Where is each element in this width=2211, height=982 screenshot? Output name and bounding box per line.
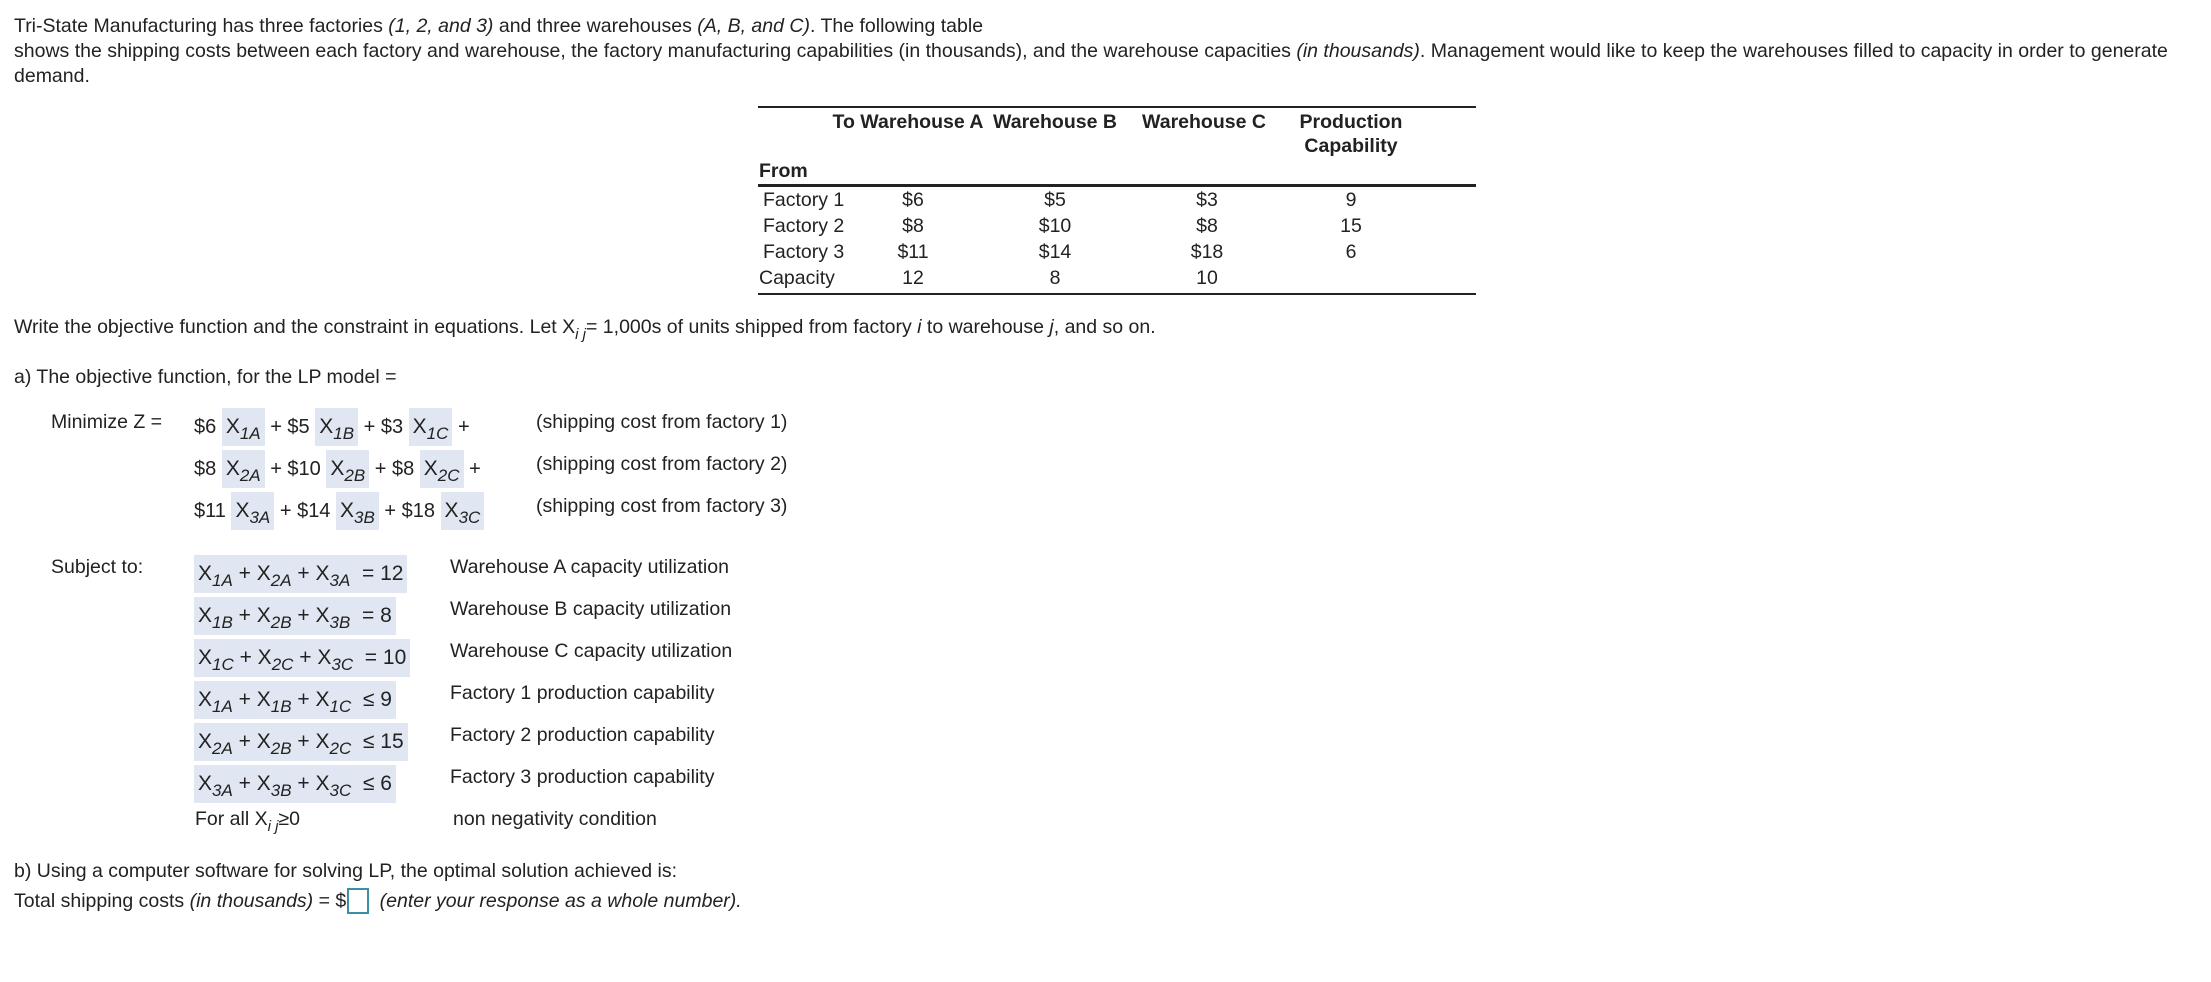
cell-f1-b: $5 (1044, 189, 1066, 211)
constraint-row-5: $X_{2A} + X_{2B} + X_{2C} \le 15$ (194, 723, 408, 761)
objective-row-1: $6 $X_{1A}$ + $5 $X_{1B}$ + $3 $X_{1C}$ + (194, 408, 470, 446)
cell-cap-c: 10 (1196, 267, 1218, 289)
table-bottom-rule (758, 293, 1476, 295)
nonnegativity-condition: For all $X_{i j}\ge 0$ (195, 808, 301, 835)
row-label-factory-1: Factory 1 (763, 189, 845, 211)
var-x1c: $X_{1C}$ (409, 408, 453, 446)
constraint-note-5: Factory 2 production capability (450, 724, 715, 746)
var-x3c: $X_{3C}$ (441, 492, 485, 530)
total-cost-input[interactable] (347, 888, 369, 914)
constraint-note-3: Warehouse C capacity utilization (450, 640, 733, 662)
objective-row-3: $11 $X_{3A}$ + $14 $X_{3B}$ + $18 $X_{3C}$ (194, 492, 484, 530)
problem-intro: Tri-State Manufacturing has three factories (1, 2, and 3) and three warehouses (A, B, and C). The following table shows the shipping costs between each factory and warehouse, the factory manufacturing capabilities (in thousands), and the warehouse capacities (in thousands). Management would like to keep the warehouses filled to capacity in order to generate demand. (14, 15, 2168, 87)
var-x2b: $X_{2B}$ (326, 450, 369, 488)
table-top-rule (758, 106, 1476, 108)
constraint-row-1: $X_{1A} + X_{2A} + X_{3A} = 12$ (194, 555, 407, 593)
header-warehouse-b: Warehouse B (993, 111, 1117, 133)
cell-f3-c: $18 (1190, 241, 1224, 263)
subject-to-label: Subject to: (51, 556, 144, 578)
constraint-row-3: $X_{1C} + X_{2C} + X_{3C} = 10$ (194, 639, 410, 677)
constraint-row-4: $X_{1A} + X_{1B} + X_{1C} \le 9$ (194, 681, 396, 719)
row-label-capacity: Capacity (759, 267, 835, 289)
var-x2a: $X_{2A}$ (222, 450, 265, 488)
var-x1a: $X_{1A}$ (222, 408, 265, 446)
header-warehouse-c: Warehouse C (1142, 111, 1266, 133)
header-warehouse-a: To Warehouse A (832, 111, 984, 133)
constraint-note-4: Factory 1 production capability (450, 682, 715, 704)
constraint-row-6: $X_{3A} + X_{3B} + X_{3C} \le 6$ (194, 765, 396, 803)
constraint-note-6: Factory 3 production capability (450, 766, 715, 788)
cell-f3-cap: 6 (1345, 241, 1357, 263)
cell-f1-cap: 9 (1345, 189, 1357, 211)
cell-f1-c: $3 (1196, 189, 1218, 211)
instruction-text: Write the objective function and the constraint in equations. Let $X_{i j}= 1,000s$ of units shipped from factory i to warehouse j, and so on. (14, 316, 1156, 343)
objective-note-2: (shipping cost from factory 2) (536, 453, 788, 475)
cell-f1-a: $6 (902, 189, 924, 211)
constraint-row-2: $X_{1B} + X_{2B} + X_{3B} = 8$ (194, 597, 396, 635)
cell-cap-b: 8 (1049, 267, 1061, 289)
var-x3b: $X_{3B}$ (336, 492, 379, 530)
objective-note-1: (shipping cost from factory 1) (536, 411, 788, 433)
cell-f3-a: $11 (897, 241, 929, 263)
cell-f3-b: $14 (1038, 241, 1072, 263)
constraint-note-2: Warehouse B capacity utilization (450, 598, 732, 620)
part-b-label: b) Using a computer software for solving LP, the optimal solution achieved is: (14, 860, 677, 882)
var-x2c: $X_{2C}$ (420, 450, 464, 488)
from-label: From (759, 160, 808, 182)
header-production: Production (1299, 111, 1403, 133)
part-a-label: a) The objective function, for the LP model = (14, 366, 397, 388)
row-label-factory-3: Factory 3 (763, 241, 845, 263)
minimize-label: Minimize Z = (51, 411, 163, 433)
constraint-note-1: Warehouse A capacity utilization (450, 556, 729, 578)
objective-row-2: $8 $X_{2A}$ + $10 $X_{2B}$ + $8 $X_{2C}$ + (194, 450, 481, 488)
row-label-factory-2: Factory 2 (763, 215, 845, 237)
header-capability: Capability (1304, 135, 1398, 157)
cell-f2-cap: 15 (1340, 215, 1362, 237)
objective-note-3: (shipping cost from factory 3) (536, 495, 788, 517)
cell-f2-a: $8 (902, 215, 924, 237)
var-x3a: $X_{3A}$ (231, 492, 274, 530)
total-cost-line: Total shipping costs (in thousands) = $ (enter your response as a whole number). (14, 890, 742, 912)
cell-cap-a: 12 (902, 267, 924, 289)
cell-f2-b: $10 (1038, 215, 1072, 237)
var-x1b: $X_{1B}$ (315, 408, 358, 446)
cell-f2-c: $8 (1196, 215, 1218, 237)
nonnegativity-note: non negativity condition (453, 808, 657, 830)
